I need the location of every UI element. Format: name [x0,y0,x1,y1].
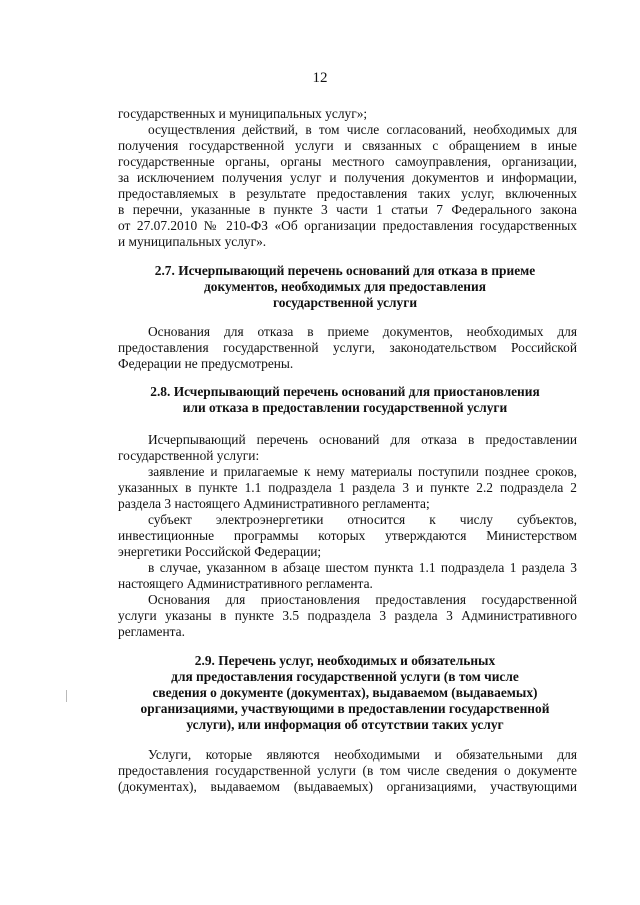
text-line: (документах), выдаваемом (выдаваемых) организациями, участвующими [118,779,577,794]
text-line: заявление и прилагаемые к нему материалы поступили позднее сроков, [148,464,577,479]
text-line: получения государственной услуги и связанных с обращением в иные [118,138,577,153]
section-heading-2-8: или отказа в предоставлении государственной услуги [182,400,508,415]
text-line: в случае, указанном в абзаце шестом пункта 1.1 подраздела 1 раздела 3 [148,560,577,575]
section-heading-2-7: 2.7. Исчерпывающий перечень оснований для отказа в приеме [154,263,536,278]
text-line: регламента. [118,624,185,639]
text-line: Услуги, которые являются необходимыми и обязательными для [148,747,577,762]
text-line: настоящего Административного регламента. [118,576,373,591]
scan-artifact [66,690,67,702]
section-heading-2-9: услуги), или информация об отсутствии таких услуг [186,717,504,732]
text-line: от 27.07.2010 № 210-ФЗ «Об организации предоставления государственных [118,218,577,233]
text-line: государственные органы, органы местного самоуправления, организации, [118,154,577,169]
section-heading-2-9: 2.9. Перечень услуг, необходимых и обязательных [194,653,496,668]
section-heading-2-9: сведения о документе (документах), выдаваемом (выдаваемых) [152,685,538,700]
text-line: Основания для приостановления предоставления государственной [148,592,577,607]
text-line: осуществления действий, в том числе согласований, необходимых для [148,122,577,137]
text-line: энергетики Российской Федерации; [118,544,322,559]
text-line: предоставления государственной услуги, законодательством Российской [118,340,577,355]
text-line: государственных и муниципальных услуг»; [118,106,368,121]
text-line: в перечни, указанные в пункте 3 части 1 статьи 7 Федерального закона [118,202,577,217]
text-line: государственной услуги: [118,448,260,463]
text-line: Исчерпывающий перечень оснований для отказа в предоставлении [148,432,577,447]
section-heading-2-7: документов, необходимых для предоставления [204,279,486,294]
text-line: указанных в пункте 1.1 подраздела 1 раздела 3 и пункте 2.2 подраздела 2 [118,480,577,495]
text-line: субъект электроэнергетики относится к числу субъектов, [148,512,577,527]
text-line: и муниципальных услуг». [118,234,267,249]
section-heading-2-8: 2.8. Исчерпывающий перечень оснований для приостановления [150,384,540,399]
text-line: предоставляемых в результате предоставления таких услуг, включенных [118,186,577,201]
text-line: предоставления государственной услуги (в том числе сведения о документе [118,763,577,778]
section-heading-2-9: для предоставления государственной услуги (в том числе [171,669,519,684]
page-number: 12 [312,70,328,86]
text-line: инвестиционные программы которых утверждаются Министерством [118,528,577,543]
text-line: услуги указаны в пункте 3.5 подраздела 3 раздела 3 Административного [118,608,577,623]
section-heading-2-7: государственной услуги [272,295,418,310]
text-line: за исключением получения услуг и получения документов и информации, [118,170,577,185]
text-line: раздела 3 настоящего Административного регламента; [118,496,430,511]
text-line: Основания для отказа в приеме документов, необходимых для [148,324,577,339]
text-line: Федерации не предусмотрены. [118,356,294,371]
section-heading-2-9: организациями, участвующими в предоставлении государственной [140,701,550,716]
